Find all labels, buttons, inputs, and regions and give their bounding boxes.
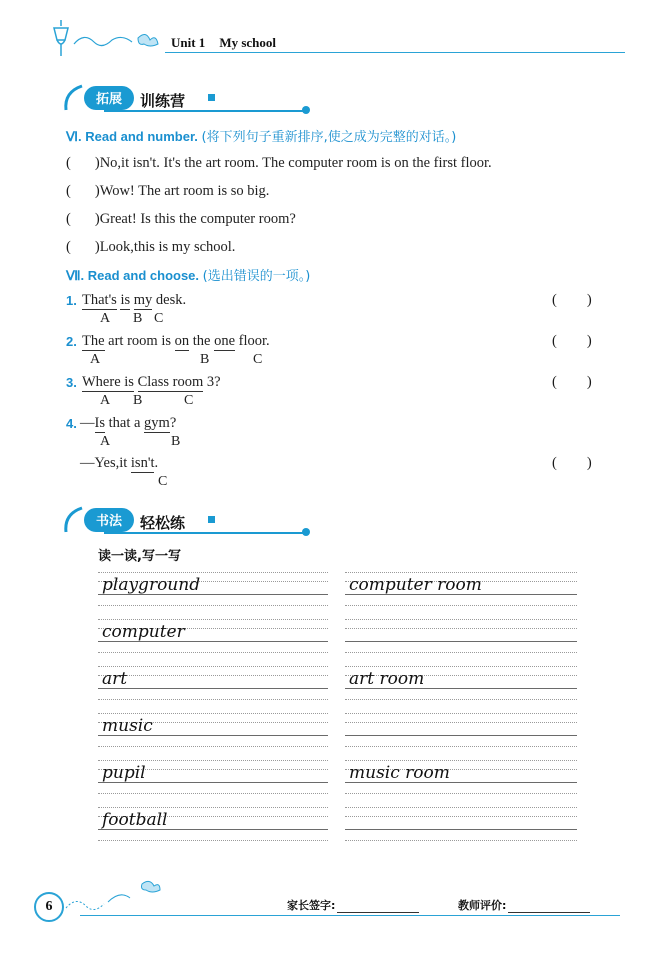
choice-ab-text: Where is [82,374,134,390]
page-header [171,35,276,51]
item-number: 4. [66,416,77,431]
q6-item-text: Wow! The art room is so big. [99,183,270,199]
banner-rule [104,110,304,112]
butterfly-icon [72,30,164,52]
footer-rule [80,915,620,916]
dash: — [80,415,95,431]
choice-a-text: The [82,333,105,349]
practice-word: art room [349,669,425,689]
writing-row-right[interactable] [345,619,577,659]
q7-title-cn: (选出错误的一项。) [202,269,311,284]
writing-badge-text: 书法 [95,514,123,529]
q6-item: ( )Great! Is this the computer room? [66,211,296,227]
guide-line [98,793,328,794]
choice-a-text: Is [94,415,105,431]
writing-row-left[interactable] [98,619,328,659]
answer-blank[interactable]: ( [66,211,71,227]
q7-item-4-reply [66,455,606,495]
guide-line [345,807,577,808]
guide-line [98,572,328,573]
item-rest: floor. [238,333,270,349]
unit-label: Unit 1 [171,35,206,50]
q6-item-text: Great! Is this the computer room? [99,211,296,227]
writing-row-left[interactable] [98,807,328,847]
q7-item-2 [66,333,606,373]
guide-line [345,619,577,620]
writing-row-right[interactable] [345,666,577,706]
q7-title-en: Ⅶ. Read and choose. [66,268,200,283]
item-number: 1. [66,293,77,308]
letter-a: A [100,393,111,408]
letter-b: B [133,393,143,408]
header-rule [165,52,625,53]
q7-item-3 [66,374,606,414]
answer-blank[interactable]: ( ) [552,455,592,471]
answer-blank[interactable]: ( ) [552,333,592,349]
q6-item: ( )Look,this is my school. [66,239,236,255]
practice-word: art [102,669,128,689]
extend-banner [62,80,322,118]
writing-row-left[interactable] [98,572,328,612]
practice-word: playground [102,575,201,595]
q7-item-4 [66,415,606,455]
writing-row-left[interactable] [98,666,328,706]
letter-b: B [133,311,143,326]
guide-line [345,628,577,629]
letter-c: C [253,352,263,367]
choice-a-text: That's [82,292,117,308]
banner-dot [302,106,310,114]
letter-b: B [171,434,181,449]
item-rest: desk. [155,292,187,308]
guide-line [345,793,577,794]
guide-line [345,713,577,714]
practice-word: computer room [349,575,482,595]
q6-item: ( )Wow! The art room is so big. [66,183,270,199]
q6-title-cn: (将下列句子重新排序,使之成为完整的对话。) [201,130,457,145]
q6-title-en: Ⅵ. Read and number. [66,129,198,144]
guide-line [98,619,328,620]
banner-rule [104,532,304,534]
teacher-evaluation-label: 教师评价: [458,899,507,912]
extend-badge-text: 拓展 [95,92,123,107]
footer-swirl-icon [58,878,168,918]
page-number: 6 [34,892,64,922]
q6-item: ( )No,it isn't. It's the art room. The computer room is on the first floor. [66,155,492,171]
item-rest: . [154,455,159,471]
item-rest: 3? [206,374,221,390]
letter-a: A [90,352,101,367]
guide-line [345,641,577,642]
guide-line [98,713,328,714]
item-number: 3. [66,375,77,390]
practice-word: pupil [102,763,146,783]
parent-signature-field[interactable] [337,912,419,913]
choice-b-text: is [120,292,131,308]
guide-line [98,688,328,689]
unit-title: My school [219,35,277,50]
writing-row-right[interactable] [345,572,577,612]
guide-line [98,652,328,653]
item-rest: that a [108,415,141,431]
item-rest: —Yes,it [80,455,128,471]
writing-row-left[interactable] [98,713,328,753]
answer-blank[interactable]: ( ) [552,374,592,390]
choice-b-text: on [174,333,190,349]
guide-line [345,760,577,761]
guide-line [98,675,328,676]
guide-line [345,735,577,736]
guide-line [345,746,577,747]
item-rest: ? [169,415,177,431]
guide-line [345,840,577,841]
guide-line [345,605,577,606]
guide-line [345,572,577,573]
banner-square [208,516,215,523]
guide-line [98,605,328,606]
practice-word: football [102,810,168,830]
guide-line [98,840,328,841]
guide-line [345,816,577,817]
choice-c-text: one [214,333,236,349]
letter-c: C [154,311,164,326]
guide-line [345,722,577,723]
item-rest: the [192,333,211,349]
writing-row-left[interactable] [98,760,328,800]
letter-c: C [158,474,168,489]
guide-line [98,807,328,808]
practice-word: computer [102,622,185,642]
answer-blank[interactable]: ( [66,183,71,199]
guide-line [345,829,577,830]
parent-signature-label: 家长签字: [287,899,336,912]
item-rest: art room is [108,333,171,349]
teacher-evaluation [458,897,590,913]
writing-row-right[interactable] [345,713,577,753]
guide-line [98,666,328,667]
answer-blank[interactable]: ( [66,239,71,255]
extend-banner-title: 训练营 [140,92,186,110]
choice-b-text: gym [144,415,170,431]
parent-signature [287,897,419,913]
letter-b: B [200,352,210,367]
choice-c-text: my [133,292,153,308]
practice-word: music [102,716,153,736]
answer-blank[interactable]: ( ) [552,292,592,308]
writing-row-right[interactable] [345,760,577,800]
guide-line [345,666,577,667]
guide-line [98,746,328,747]
writing-row-right[interactable] [345,807,577,847]
writing-banner-title: 轻松练 [140,514,186,532]
banner-dot [302,528,310,536]
q7-item-1 [66,292,606,332]
letter-a: A [100,434,111,449]
practice-word: music room [349,763,450,783]
letter-c: C [184,393,194,408]
guide-line [345,652,577,653]
teacher-evaluation-field[interactable] [508,912,590,913]
answer-blank[interactable]: ( [66,155,71,171]
guide-line [98,760,328,761]
guide-line [345,699,577,700]
writing-instruction: 读一读,写一写 [98,549,181,564]
q7-title [66,265,310,284]
choice-c-text: Class room [137,374,204,390]
choice-c-text: isn't [130,455,155,471]
q6-item-text: Look,this is my school. [99,239,236,255]
guide-line [98,699,328,700]
q6-item-text: No,it isn't. It's the art room. The computer room is on the first floor. [99,155,492,171]
banner-square [208,94,215,101]
item-number: 2. [66,334,77,349]
letter-a: A [100,311,111,326]
writing-banner [62,502,322,540]
q6-title [66,126,456,145]
